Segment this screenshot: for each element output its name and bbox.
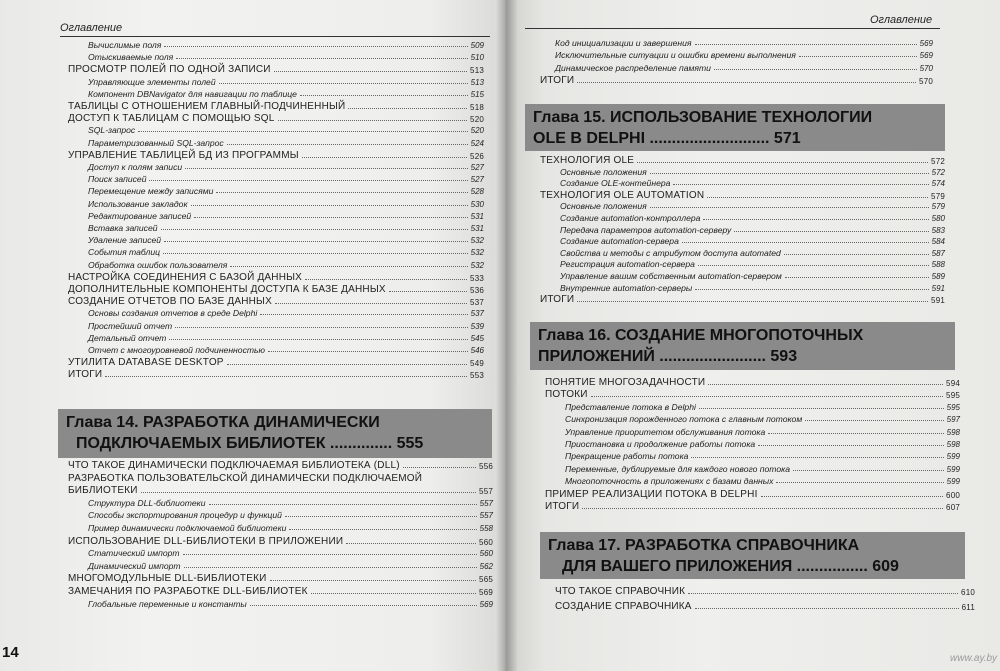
leader-dots [191,205,468,206]
toc-entry [545,389,960,400]
toc-entry [68,272,484,283]
leader-dots [302,157,467,158]
toc-entry [565,451,960,461]
toc-entry-page: 527 [470,175,484,185]
leader-dots [230,266,467,267]
toc-entry-title: УПРАВЛЕНИЕ ТАБЛИЦЕЙ БД ИЗ ПРОГРАММЫ [68,149,299,161]
toc-entry [555,50,933,60]
toc-entry-page: 532 [470,260,484,270]
toc-entry [545,501,960,512]
toc-entry-page: 520 [470,126,484,136]
toc-entry-title: ЧТО ТАКОЕ ДИНАМИЧЕСКИ ПОДКЛЮЧАЕМАЯ БИБЛИОТЕКА (DLL) [68,460,400,471]
toc-entry-page: 583 [931,225,945,235]
toc-entry-page: 557 [479,511,493,521]
toc-entry-page: 570 [919,63,933,73]
toc-entry-title: Передача параметров automation-серверу [560,224,732,235]
toc-entry [68,586,493,597]
leader-dots [175,327,468,328]
toc-entry-title: РАЗРАБОТКА ПОЛЬЗОВАТЕЛЬСКОЙ ДИНАМИЧЕСКИ ПОДКЛЮЧАЕМОЙ [68,472,423,484]
toc-entry-page: 591 [931,296,945,306]
toc-entry-page: 533 [470,273,484,283]
toc-entry-title: Статический импорт [88,548,180,559]
toc-entry-title: ИТОГИ [540,294,575,306]
toc-entry-page: 572 [931,167,945,177]
toc-entry-title: Отыскиваемые поля [88,52,174,63]
toc-entry-page: 537 [470,298,484,308]
toc-entry-page: 528 [470,187,484,197]
toc-entry-page: 526 [470,151,484,161]
toc-entry-page: 587 [931,248,945,258]
toc-entry-page: 574 [931,179,945,189]
toc-entry-title: Динамический импорт [88,560,181,571]
toc-entry-title: ИТОГИ [545,501,580,512]
toc-entry-page: 513 [470,66,484,76]
toc-entry-title: Управляющие элементы полей [88,76,216,87]
toc-entry-page: 579 [931,202,945,212]
leader-dots [289,529,476,530]
leader-dots [403,467,476,468]
toc-entry-title: ТЕХНОЛОГИЯ OLE AUTOMATION [540,189,705,201]
chapter-15-title-line2: OLE В DELPHI ........................... 571 [533,130,801,147]
toc-entry-title: УТИЛИТА DATABASE DESKTOP [68,357,224,369]
toc-entry-title: Создание automation-сервера [560,236,679,247]
leader-dots [695,44,917,45]
leader-dots [698,265,929,266]
leader-dots [793,470,944,471]
leader-dots [300,95,468,96]
toc-entry-title: Создание automation-контроллера [560,213,701,223]
toc-entry [545,377,960,388]
toc-entry-title: Внутренние automation-серверы [560,282,693,293]
leader-dots [707,197,928,198]
toc-entry-title: Код инициализации и завершения [555,38,692,48]
chapter-16-heading [530,322,955,370]
toc-entry [555,586,975,597]
toc-entry-title: ИСПОЛЬЗОВАНИЕ DLL-БИБЛИОТЕКИ В ПРИЛОЖЕНИИ [68,535,344,547]
toc-entry-title: ДОСТУП К ТАБЛИЦАМ С ПОМОЩЬЮ SQL [68,113,275,125]
leader-dots [758,445,943,446]
toc-entry [68,296,484,307]
watermark: www.ay.by [950,653,998,664]
leader-dots [209,504,477,505]
toc-entry-title: СОЗДАНИЕ СПРАВОЧНИКА [555,601,692,612]
toc-entry [88,599,493,609]
toc-entry-title: Вычислимые поля [88,40,162,50]
toc-entry-page: 589 [931,272,945,281]
toc-entry [88,308,484,318]
leader-dots [176,58,467,59]
toc-entry-page: 579 [931,191,945,201]
toc-entry-title: Пример динамически подключаемой библиотеки [88,523,287,533]
toc-entry-title: Простейший отчет [88,320,173,331]
toc-entry [88,333,484,343]
toc-entry [560,201,945,211]
toc-entry [560,259,945,269]
toc-entry-title: Приостановка и продолжение работы потока [565,439,756,449]
toc-entry-title: ДОПОЛНИТЕЛЬНЫЕ КОМПОНЕНТЫ ДОСТУПА К БАЗЕ ДАННЫХ [68,284,386,295]
toc-entry-title: Параметризованный SQL-запрос [88,137,224,148]
toc-entry-title: Основы создания отчетов в среде Delphi [88,308,258,319]
leader-dots [776,482,943,483]
toc-entry-title: Исключительные ситуации и ошибки времени выполнения [555,50,796,61]
leader-dots [761,496,943,497]
toc-entry [68,536,493,547]
toc-entry-page: 557 [479,487,493,497]
toc-entry [68,357,484,368]
toc-entry-page: 553 [470,371,484,381]
toc-entry [540,190,945,201]
toc-entry-title: ИТОГИ [540,75,575,87]
toc-entry-page: 572 [931,157,945,166]
header-rule-left [60,36,490,37]
toc-entry [560,167,945,177]
leader-dots [185,168,467,169]
toc-entry-page: 531 [470,224,484,233]
toc-entry [88,186,484,196]
leader-dots [161,229,468,230]
leader-dots [708,384,943,385]
toc-entry-page: 597 [946,415,960,425]
toc-entry [88,523,493,533]
chapter-17-heading [540,532,965,579]
toc-entry-page: 546 [470,346,484,355]
leader-dots [688,593,958,594]
leader-dots [285,516,477,517]
toc-entry-page: 569 [479,599,493,609]
toc-entry [88,77,484,87]
book-spine-shadow [496,0,518,671]
leader-dots [768,433,943,434]
toc-entry [560,283,945,293]
toc-entry-title: Переменные, дублируемые для каждого нового потока [565,463,790,474]
toc-entry-page: 531 [470,211,484,221]
chapter-17-title-line1: Глава 17. РАЗРАБОТКА СПРАВОЧНИКА [548,537,860,554]
toc-entry [68,64,484,75]
toc-entry-title: ПОТОКИ [545,389,588,401]
toc-entry [565,414,960,424]
toc-entry-page: 537 [470,309,484,319]
toc-entry-page: 599 [946,464,960,474]
toc-entry-page: 598 [946,427,960,437]
toc-entry [68,150,484,161]
toc-entry-page: 607 [946,503,960,512]
toc-entry-page: 539 [470,321,484,331]
leader-dots [682,242,929,243]
leader-dots [311,593,476,594]
toc-entry-title: НАСТРОЙКА СОЕДИНЕНИЯ С БАЗОЙ ДАННЫХ [68,271,303,283]
toc-entry-page: 549 [470,359,484,369]
toc-entry-title: Использование закладок [88,198,188,209]
toc-entry [540,294,945,305]
toc-entry-page: 594 [946,379,960,388]
chapter-15-heading [525,104,945,151]
toc-entry-title: Вставка записей [88,223,158,233]
leader-dots [799,56,917,57]
toc-entry-page: 560 [479,537,493,547]
chapter-14-title-line2: ПОДКЛЮЧАЕМЫХ БИБЛИОТЕК .............. 555 [76,435,424,452]
toc-entry-page: 558 [479,524,493,533]
toc-entry-title: Управление вашим собственным automation-сервером [560,271,782,281]
toc-entry [68,101,484,112]
toc-entry [88,125,484,135]
leader-dots [164,46,467,47]
leader-dots [227,144,468,145]
toc-entry-page: 556 [479,462,493,471]
toc-entry-title: Удаление записей [88,235,162,246]
toc-entry-title: Способы экспортирования процедур и функций [88,510,282,521]
toc-entry [88,548,493,558]
toc-entry [560,225,945,235]
leader-dots [805,420,943,421]
toc-entry [68,473,493,484]
chapter-14-heading [58,409,492,458]
toc-entry-page: 584 [931,237,945,247]
leader-dots [278,120,468,121]
leader-dots [260,314,467,315]
toc-entry-page: 599 [946,452,960,462]
leader-dots [734,231,928,232]
leader-dots [141,492,476,493]
toc-entry-title: ПОНЯТИЕ МНОГОЗАДАЧНОСТИ [545,377,706,388]
toc-entry-page: 565 [479,575,493,585]
toc-entry-page: 530 [470,199,484,209]
toc-entry [88,199,484,209]
toc-entry-title: Детальный отчет [88,332,167,343]
toc-entry-title: Регистрация automation-сервера [560,259,695,270]
toc-entry-title: Многопоточность в приложениях с базами данных [565,476,774,487]
toc-entry-title: Структура DLL-библиотеки [88,497,206,508]
toc-entry-title: Глобальные переменные и константы [88,598,247,609]
toc-entry-title: Обработка ошибок пользователя [88,259,228,270]
toc-entry [88,52,484,62]
leader-dots [138,131,467,132]
leader-dots [699,408,944,409]
toc-entry-page: 560 [479,549,493,559]
toc-entry-title: Создание OLE-контейнера [560,178,671,189]
toc-entry-page: 557 [479,498,493,508]
header-rule-right [525,28,940,29]
running-head-right: Оглавление [870,14,933,26]
toc-entry [565,427,960,437]
leader-dots [184,567,477,568]
leader-dots [582,508,943,509]
toc-entry [88,223,484,233]
toc-entry-page: 545 [470,333,484,343]
toc-entry [88,498,493,508]
toc-entry-title: ПРИМЕР РЕАЛИЗАЦИИ ПОТОКА В DELPHI [545,488,758,500]
toc-entry [88,247,484,257]
toc-entry [540,75,933,86]
toc-entry [560,178,945,188]
toc-entry [68,284,484,295]
toc-entry [560,271,945,281]
leader-dots [270,580,477,581]
toc-entry [555,601,975,612]
toc-entry [565,464,960,474]
toc-entry-title: БИБЛИОТЕКИ [68,485,138,497]
leader-dots [650,173,929,174]
toc-entry [560,213,945,223]
chapter-16-title-line1: Глава 16. СОЗДАНИЕ МНОГОПОТОЧНЫХ [538,327,864,344]
toc-entry [68,460,493,471]
leader-dots [275,303,467,304]
toc-entry-title: Управление приоритетом обслуживания потока [565,426,766,437]
toc-entry-page: 580 [931,214,945,223]
toc-entry [68,113,484,124]
leader-dots [695,289,928,290]
toc-entry [555,38,933,48]
toc-entry-page: 520 [470,115,484,125]
leader-dots [305,279,467,280]
toc-entry-page: 569 [479,588,493,597]
toc-entry [68,369,484,380]
toc-entry-page: 532 [470,236,484,246]
leader-dots [149,180,467,181]
toc-entry [88,260,484,270]
right-page [505,0,1000,671]
leader-dots [591,396,943,397]
toc-entry [68,485,493,496]
toc-entry-title: Синхронизация порожденного потока с главным потоком [565,414,803,425]
toc-entry [88,510,493,520]
toc-entry-title: ТЕХНОЛОГИЯ OLE [540,155,635,166]
toc-entry-title: Основные положения [560,201,647,212]
leader-dots [268,351,468,352]
leader-dots [637,162,928,163]
toc-entry [88,235,484,245]
toc-entry-title: События таблиц [88,247,161,258]
toc-entry [88,138,484,148]
toc-entry-page: 532 [470,248,484,258]
toc-entry-page: 515 [470,89,484,99]
toc-entry [88,345,484,355]
toc-entry [88,211,484,221]
toc-entry-title: Отчет с многоуровневой подчиненностью [88,345,266,355]
toc-entry [88,321,484,331]
leader-dots [673,184,928,185]
toc-entry-page: 569 [919,39,933,48]
toc-entry-title: Перемещение между записями [88,186,214,197]
toc-entry-page: 510 [470,53,484,63]
leader-dots [346,543,476,544]
toc-entry [560,248,945,258]
toc-entry-title: Свойства и методы с атрибутом доступа automated [560,247,781,258]
running-head-left: Оглавление [60,22,123,34]
toc-entry [88,89,484,99]
toc-entry [545,489,960,500]
toc-entry-title: Доступ к полям записи [88,162,183,172]
toc-entry-title: Динамическое распределение памяти [555,62,711,73]
toc-entry-title: Представление потока в Delphi [565,401,696,412]
toc-entry-title: SQL-запрос [88,125,136,136]
toc-entry-page: 518 [470,103,484,112]
toc-entry [68,573,493,584]
toc-entry-title: СОЗДАНИЕ ОТЧЕТОВ ПО БАЗЕ ДАННЫХ [68,296,272,308]
leader-dots [169,339,467,340]
toc-entry-page: 524 [470,138,484,148]
toc-entry-page: 570 [919,77,933,87]
toc-entry-title: Компонент DBNavigator для навигации по таблице [88,88,297,99]
chapter-17-title-line2: ДЛЯ ВАШЕГО ПРИЛОЖЕНИЯ ................ 609 [562,558,899,575]
toc-entry-page: 600 [946,490,960,500]
toc-entry [565,476,960,486]
toc-entry-title: ПРОСМОТР ПОЛЕЙ ПО ОДНОЙ ЗАПИСИ [68,64,271,76]
toc-entry-title: ИТОГИ [68,369,103,381]
toc-entry-page: 527 [470,163,484,172]
leader-dots [105,376,467,377]
toc-entry [88,561,493,571]
toc-entry-title: ЧТО ТАКОЕ СПРАВОЧНИК [555,586,686,597]
toc-entry-title: ЗАМЕЧАНИЯ ПО РАЗРАБОТКЕ DLL-БИБЛИОТЕК [68,586,308,597]
toc-entry-page: 595 [946,402,960,412]
toc-entry-page: 610 [961,588,975,597]
toc-entry-page: 509 [470,41,484,50]
toc-entry-title: МНОГОМОДУЛЬНЫЕ DLL-БИБЛИОТЕКИ [68,573,267,585]
page-number-left: 14 [2,644,19,661]
toc-entry-page: 599 [946,477,960,487]
leader-dots [227,364,467,365]
toc-entry [88,162,484,172]
leader-dots [695,608,959,609]
leader-dots [216,192,467,193]
toc-entry-title: Прекращение работы потока [565,451,689,462]
leader-dots [784,254,929,255]
chapter-14-title-line1: Глава 14. РАЗРАБОТКА ДИНАМИЧЕСКИ [66,414,380,431]
toc-entry-title: Поиск записей [88,174,147,185]
toc-entry-title: ТАБЛИЦЫ С ОТНОШЕНИЕМ ГЛАВНЫЙ-ПОДЧИНЕННЫЙ [68,101,346,112]
toc-entry-page: 569 [919,51,933,61]
leader-dots [577,82,916,83]
leader-dots [785,277,929,278]
toc-entry-title: Редактирование записей [88,210,192,221]
leader-dots [250,605,477,606]
leader-dots [348,108,467,109]
toc-entry-page: 611 [961,603,975,612]
toc-entry [555,63,933,73]
toc-entry-page: 513 [470,77,484,87]
leader-dots [703,219,928,220]
toc-entry-page: 536 [470,286,484,295]
chapter-16-title-line2: ПРИЛОЖЕНИЙ ........................ 593 [538,348,798,365]
leader-dots [164,241,468,242]
leader-dots [163,253,468,254]
toc-entry-title: Основные положения [560,166,647,177]
leader-dots [650,207,929,208]
toc-entry-page: 588 [931,260,945,270]
leader-dots [714,69,917,70]
chapter-15-title-line1: Глава 15. ИСПОЛЬЗОВАНИЕ ТЕХНОЛОГИИ [533,109,873,126]
toc-entry-page: 562 [479,561,493,571]
toc-entry [88,40,484,50]
toc-entry [560,236,945,246]
toc-entry-page: 595 [946,391,960,401]
leader-dots [219,83,468,84]
leader-dots [577,301,928,302]
leader-dots [183,554,477,555]
toc-entry-page: 598 [946,440,960,449]
toc-entry-page: 591 [931,283,945,293]
toc-entry [565,439,960,449]
toc-entry [88,174,484,184]
leader-dots [691,457,943,458]
toc-entry [540,155,945,166]
leader-dots [194,217,467,218]
leader-dots [389,291,467,292]
leader-dots [274,71,467,72]
toc-entry [565,402,960,412]
